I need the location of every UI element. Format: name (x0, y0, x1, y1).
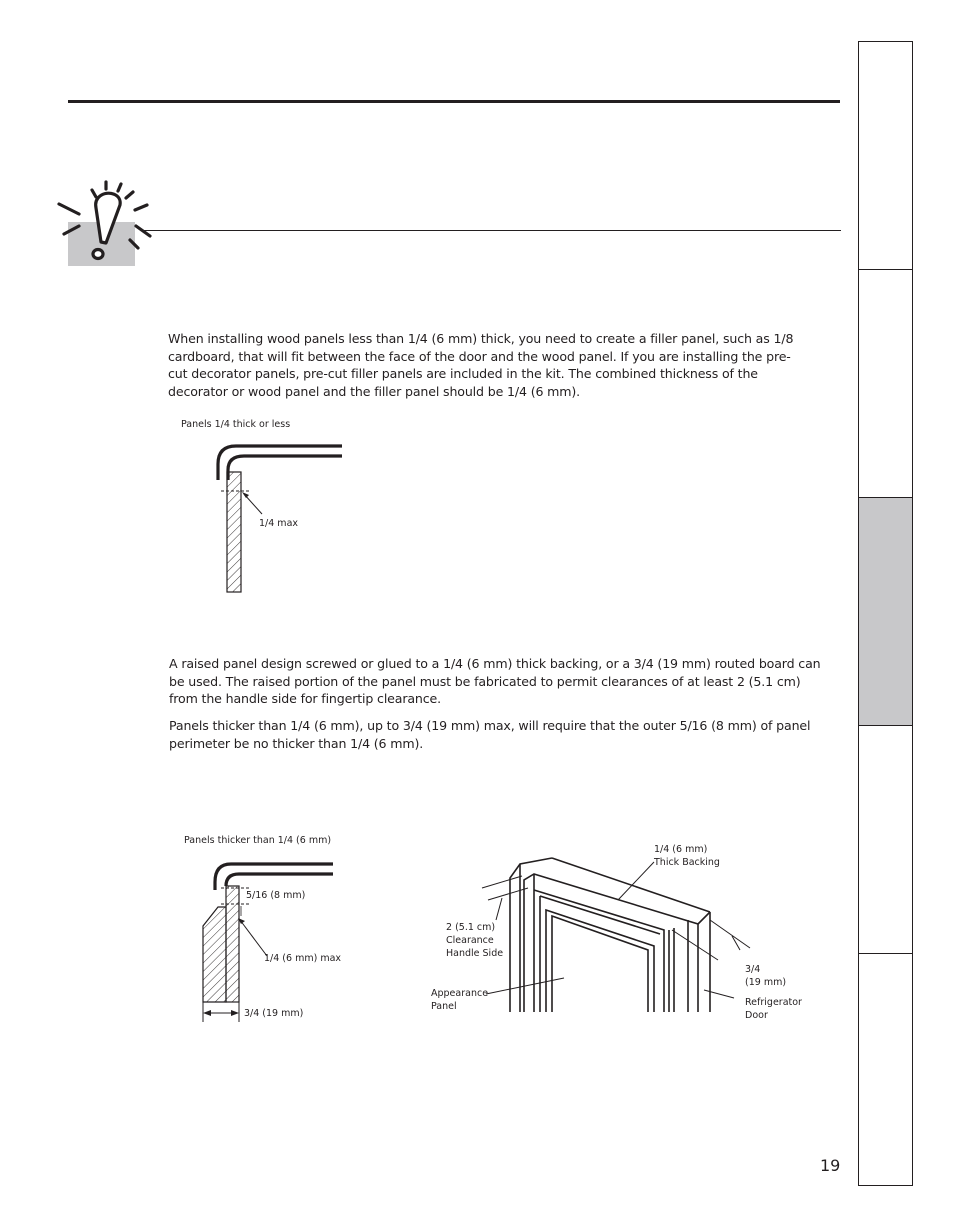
figure2-34-label: 3/4 (19 mm) (244, 1008, 304, 1019)
section-tab-2[interactable] (858, 269, 913, 498)
figure3-34-label: 3/4 (19 mm) (745, 964, 787, 988)
section-tab-4[interactable] (858, 725, 913, 954)
figure2-title: Panels thicker than 1/4 (6 mm) (184, 835, 332, 846)
thick-panel-diagram (195, 852, 355, 1027)
figure2-516-label: 5/16 (8 mm) (246, 890, 306, 901)
figure3-clearance-label: 2 (5.1 cm) Clearance Handle Side (446, 922, 504, 959)
figure2-max-label: 1/4 (6 mm) max (264, 953, 342, 964)
page-number: 19 (820, 1156, 841, 1175)
paragraph-raised-panel: A raised panel design screwed or glued to a 1/4 (6 mm) thick backing, or a 3/4 (19 mm) routed board can be used. The raised portion of the panel must be fabricated to permit clearances of at least 2 (5.1 cm) from the handle side for fingertip clearance. (169, 656, 821, 706)
raised-panel-door-diagram (478, 850, 768, 1020)
exclamation-tip-icon (56, 178, 152, 270)
paragraph-thin-panels: When installing wood panels less than 1/4 (6 mm) thick, you need to create a filler panel, such as 1/8 cardboard, that will fit between the face of the door and the wood panel. If you are installing the pre-cut decorator panels, pre-cut filler panels are included in the kit. The combined thickness of the decorator or wood panel and the filler panel should be 1/4 (6 mm). (168, 331, 794, 399)
figure3-door-label: Refrigerator Door (745, 997, 802, 1021)
figure3-appearance-label: Appearance Panel (431, 988, 489, 1012)
section-tab-5[interactable] (858, 953, 913, 1186)
figure3-backing-label: 1/4 (6 mm) Thick Backing (654, 844, 720, 868)
tip-rule (144, 230, 841, 231)
figure1-max-label: 1/4 max (259, 518, 299, 529)
figure1-title: Panels 1/4 thick or less (181, 419, 291, 430)
section-tab-1[interactable] (858, 41, 913, 270)
section-tabs (858, 41, 913, 1186)
thin-panel-diagram (210, 436, 360, 596)
section-tab-3-active[interactable] (858, 497, 913, 726)
paragraph-thick-panels: Panels thicker than 1/4 (6 mm), up to 3/4 (19 mm) max, will require that the outer 5/16 (8 mm) of panel perimeter be no thicker than 1/4 (6 mm). (169, 718, 811, 751)
top-rule (68, 100, 840, 103)
